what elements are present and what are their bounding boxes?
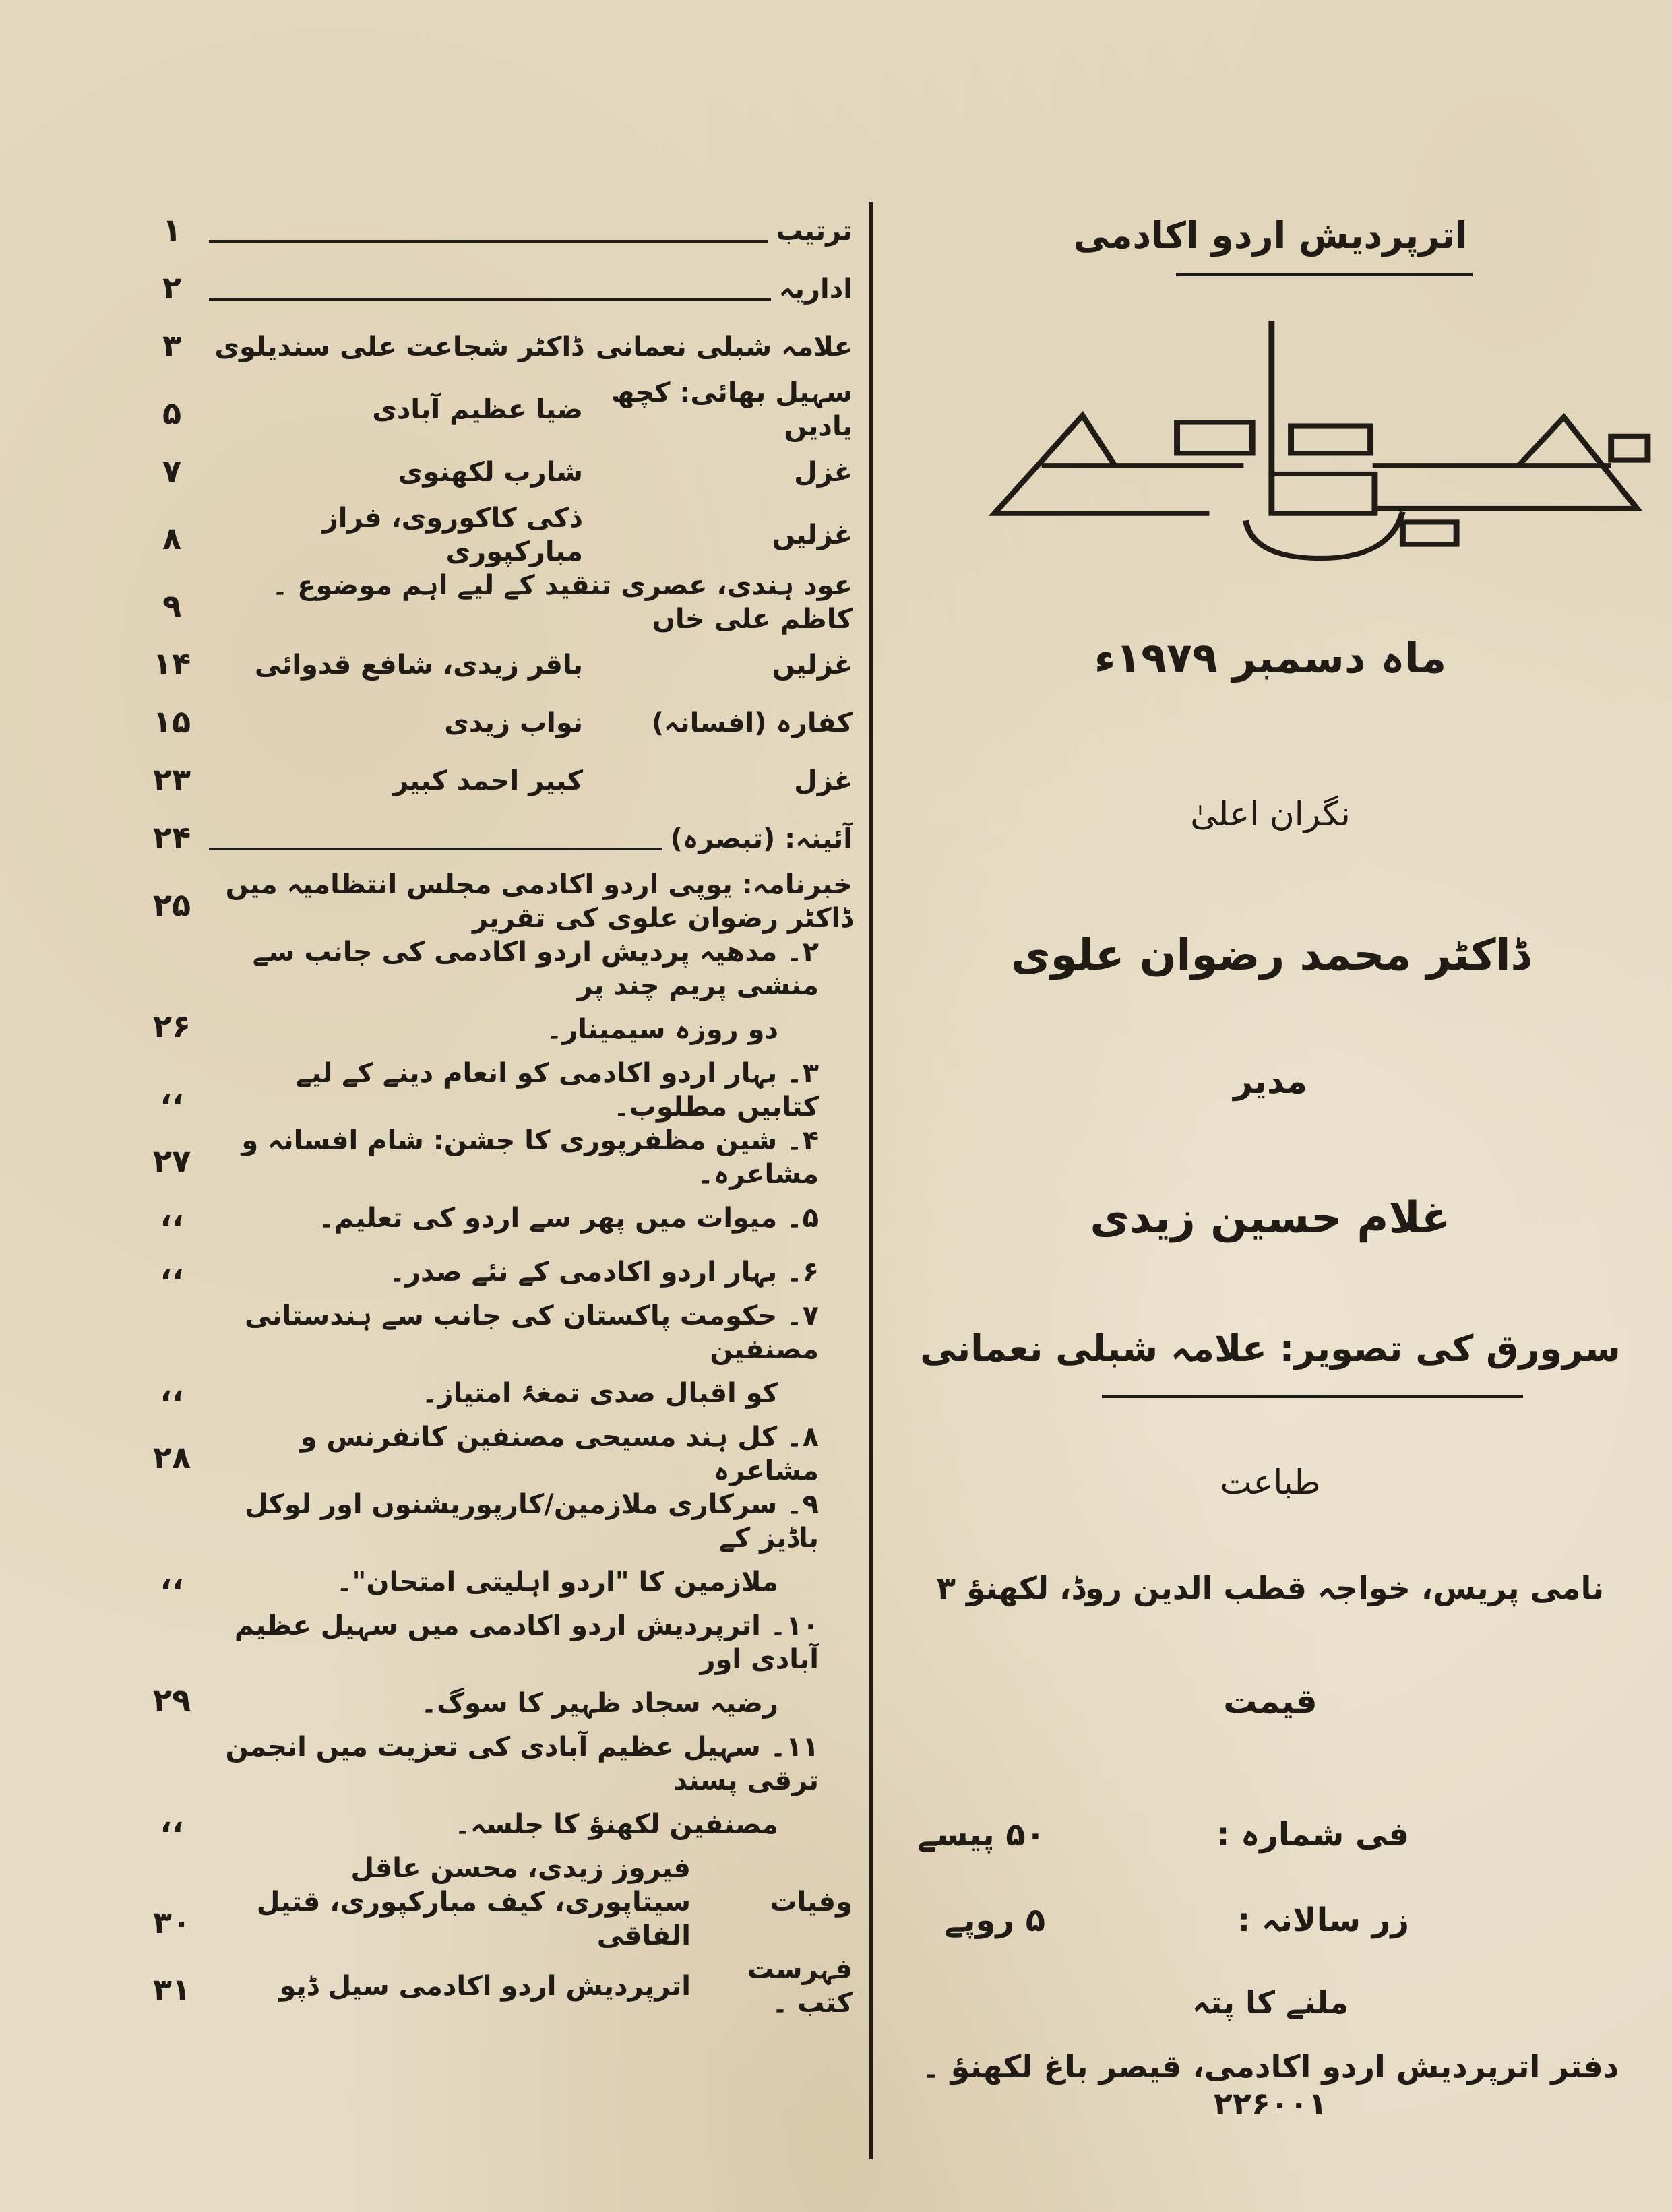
issue-date: ماہ دسمبر ۱۹۷۹ء <box>1094 633 1447 683</box>
news-item <box>135 1245 853 1299</box>
printing-label: طباعت <box>1220 1463 1321 1502</box>
printer-address: نامی پریس، خواجہ قطب الدین روڈ، لکھنؤ ۳ <box>936 1570 1605 1606</box>
news-item-text: مصنفین لکھنؤ کا جلسہ۔ <box>454 1809 778 1840</box>
toc-entry-title: غزل <box>794 457 853 488</box>
toc-entry <box>135 569 853 636</box>
toc-page-number: ۱۵ <box>152 703 191 740</box>
toc-page-number <box>135 1544 209 1555</box>
toc-leader-line <box>209 240 768 243</box>
toc-entry-title: وفیات <box>770 1887 853 1918</box>
toc-entry-title: خبرنامہ: یوپی اردو اکادمی مجلس انتظامیہ میں ڈاکٹر رضوان علوی کی تقریر <box>225 869 853 934</box>
news-item-text: ۱۰۔ اترپردیش اردو اکادمی میں سہیل عظیم آبادی اور <box>234 1610 819 1675</box>
toc-entry-author: فیروز زیدی، محسن عاقل سیتاپوری، کیف مبارکپوری، قتیل الفاقی <box>256 1853 691 1951</box>
toc-entry <box>135 810 853 868</box>
news-item <box>135 1191 853 1245</box>
news-item-text: دو روزہ سیمینار۔ <box>546 1014 778 1045</box>
toc-entry-title-with-leader <box>209 272 853 306</box>
toc-entry-title: غزلیں <box>772 650 853 681</box>
news-item <box>135 1299 853 1366</box>
toc-page-number: ۹ <box>162 587 182 624</box>
toc-entry <box>135 443 853 501</box>
news-item <box>135 1056 853 1124</box>
toc-entry <box>135 501 853 569</box>
news-item <box>135 1730 853 1798</box>
news-item <box>135 1798 853 1852</box>
table-of-contents <box>135 202 853 2020</box>
news-item-text: ۲۔ مدھیہ پردیش اردو اکادمی کی جانب سے منشی پریم چند پر <box>252 937 819 1001</box>
toc-page-number <box>135 992 209 1003</box>
toc-entry <box>135 694 853 752</box>
toc-entry-author: ذکی کاکوروی، فراز مبارکپوری <box>322 503 583 567</box>
toc-entry-author: باقر زیدی، شافع قدوائی <box>254 650 583 681</box>
toc-page-number <box>135 1666 209 1676</box>
news-item <box>135 1366 853 1420</box>
toc-entry-title: غزل <box>794 765 853 796</box>
toc-entry-title: عود ہندی، عصری تنقید کے لیے اہم موضوع ۔ کاظم علی خاں <box>272 570 853 635</box>
toc-page-number: ۸ <box>162 519 182 557</box>
column-divider <box>869 202 873 2159</box>
per-issue-label: فی شمارہ : <box>1216 1816 1409 1854</box>
news-item <box>135 1003 853 1056</box>
toc-page-number: ،، <box>160 1075 184 1112</box>
news-item-text: ۴۔ شین مظفرپوری کا جشن: شام افسانہ و مشاعرہ۔ <box>241 1125 819 1190</box>
toc-entry <box>135 636 853 694</box>
news-item <box>135 1124 853 1191</box>
news-item-text: ۸۔ کل ہند مسیحی مصنفین کانفرنس و مشاعرہ <box>300 1422 819 1486</box>
toc-page-number: ۲ <box>162 269 182 306</box>
news-item-text: ۳۔ بہار اردو اکادمی کو انعام دینے کے لیے کتابیں مطلوب۔ <box>295 1058 819 1123</box>
toc-page-number: ۲۹ <box>152 1681 191 1718</box>
publisher-name: اترپردیش اردو اکادمی <box>1073 214 1468 257</box>
toc-page-number: ،، <box>160 1802 184 1839</box>
toc-entry-author: ضیا عظیم آبادی <box>372 394 583 425</box>
toc-entry-author: نواب زیدی <box>444 707 583 738</box>
toc-entry-author: شارب لکھنوی <box>398 457 583 488</box>
news-item <box>135 935 853 1003</box>
toc-page-number: ۲۳ <box>152 761 191 798</box>
toc-leader-line <box>209 298 771 301</box>
toc-page-number <box>135 1356 209 1366</box>
cover-photo-credit: سرورق کی تصویر: علامہ شبلی نعمانی <box>920 1327 1621 1370</box>
toc-entry-title: علامہ شبلی نعمانی <box>595 331 853 362</box>
toc-entry-title: کفارہ (افسانہ) <box>651 707 853 738</box>
toc-entry <box>135 202 853 260</box>
toc-leader-line <box>209 848 662 850</box>
toc-page-number: ۳۰ <box>152 1903 191 1940</box>
toc-entry-title: فہرست کتب ۔ <box>747 1954 853 2019</box>
toc-page-number: ۲۴ <box>152 819 191 856</box>
news-item-text: ۷۔ حکومت پاکستان کی جانب سے ہندستانی مصنفین <box>245 1300 819 1365</box>
toc-page-number: ۱ <box>162 211 182 248</box>
toc-entry <box>135 1852 853 1953</box>
toc-page-number: ۲۵ <box>152 886 191 923</box>
news-item-text: ملازمین کا "اردو اہلیتی امتحان"۔ <box>336 1567 778 1598</box>
toc-entry-title-with-leader <box>209 214 853 248</box>
news-item-text: کو اقبال صدی تمغۂ امتیاز۔ <box>422 1378 778 1409</box>
address-label: ملنے کا پتہ <box>1191 1984 1349 2021</box>
news-item-text: رضیہ سجاد ظہیر کا سوگ۔ <box>421 1688 778 1719</box>
news-item-text: ۶۔ بہار اردو اکادمی کے نئے صدر۔ <box>389 1257 819 1288</box>
toc-page-number: ۱۴ <box>152 645 191 682</box>
news-item <box>135 1676 853 1730</box>
news-item <box>135 1420 853 1488</box>
per-issue-price: ۵۰ پیسے <box>917 1816 1045 1854</box>
price-label: قیمت <box>1223 1682 1318 1721</box>
patron-name: ڈاکٹر محمد رضوان علوی <box>1010 930 1530 980</box>
editor-label: مدیر <box>1233 1062 1307 1101</box>
toc-page-number: ،، <box>160 1560 184 1597</box>
toc-entry <box>135 868 853 935</box>
patron-label: نگران اعلیٰ <box>1190 794 1351 833</box>
toc-page-number: ۲۸ <box>152 1439 191 1476</box>
toc-page-number: ۳ <box>162 327 182 364</box>
toc-entry-author: کبیر احمد کبیر <box>393 765 583 796</box>
toc-entry-title: ترتیب <box>776 216 853 247</box>
toc-page-number: ۲۷ <box>152 1142 191 1179</box>
toc-page-number: ،، <box>160 1196 184 1233</box>
toc-entry-title: آئینہ: (تبصرہ) <box>670 823 853 854</box>
toc-entry <box>135 260 853 318</box>
toc-page-number: ۷ <box>162 452 182 489</box>
toc-page-number: ۲۶ <box>152 1007 191 1044</box>
toc-entry-author: اترپردیش اردو اکادمی سیل ڈپو <box>279 1971 691 2002</box>
cover-credit-underline <box>1102 1395 1523 1398</box>
news-item-text: ۱۱۔ سہیل عظیم آبادی کی تعزیت میں انجمن ترقی پسند <box>225 1732 819 1796</box>
news-item <box>135 1609 853 1676</box>
toc-entry-author: ڈاکٹر شجاعت علی سندیلوی <box>214 331 583 362</box>
news-item <box>135 1488 853 1555</box>
toc-entry-title: سہیل بھائی: کچھ یادیں <box>611 377 853 442</box>
editor-name: غلام حسین زیدی <box>1090 1193 1451 1243</box>
news-item <box>135 1555 853 1609</box>
toc-page-number: ۵ <box>162 394 182 431</box>
news-item-text: ۵۔ میوات میں پھر سے اردو کی تعلیم۔ <box>318 1203 819 1234</box>
toc-page-number <box>135 1787 209 1798</box>
annual-price: ۵ روپے <box>944 1901 1045 1939</box>
toc-entry <box>135 1953 853 2020</box>
toc-entry-title: اداریہ <box>778 274 853 305</box>
toc-entry <box>135 318 853 376</box>
toc-entry <box>135 752 853 810</box>
annual-label: زر سالانہ : <box>1237 1901 1409 1939</box>
news-item-text: ۹۔ سرکاری ملازمین/کارپوریشنوں اور لوکل باڈیز کے <box>245 1489 819 1554</box>
toc-entry-title-with-leader <box>209 822 853 856</box>
toc-entry <box>135 376 853 443</box>
office-address: دفتر اترپردیش اردو اکادمی، قیصر باغ لکھنؤ ۔ ۲۲۶۰۰۱ <box>921 2048 1619 2122</box>
toc-page-number: ۳۱ <box>152 1971 191 2008</box>
toc-page-number: ،، <box>160 1371 184 1408</box>
toc-page-number: ،، <box>160 1250 184 1287</box>
toc-entry-title: غزلیں <box>772 519 853 550</box>
